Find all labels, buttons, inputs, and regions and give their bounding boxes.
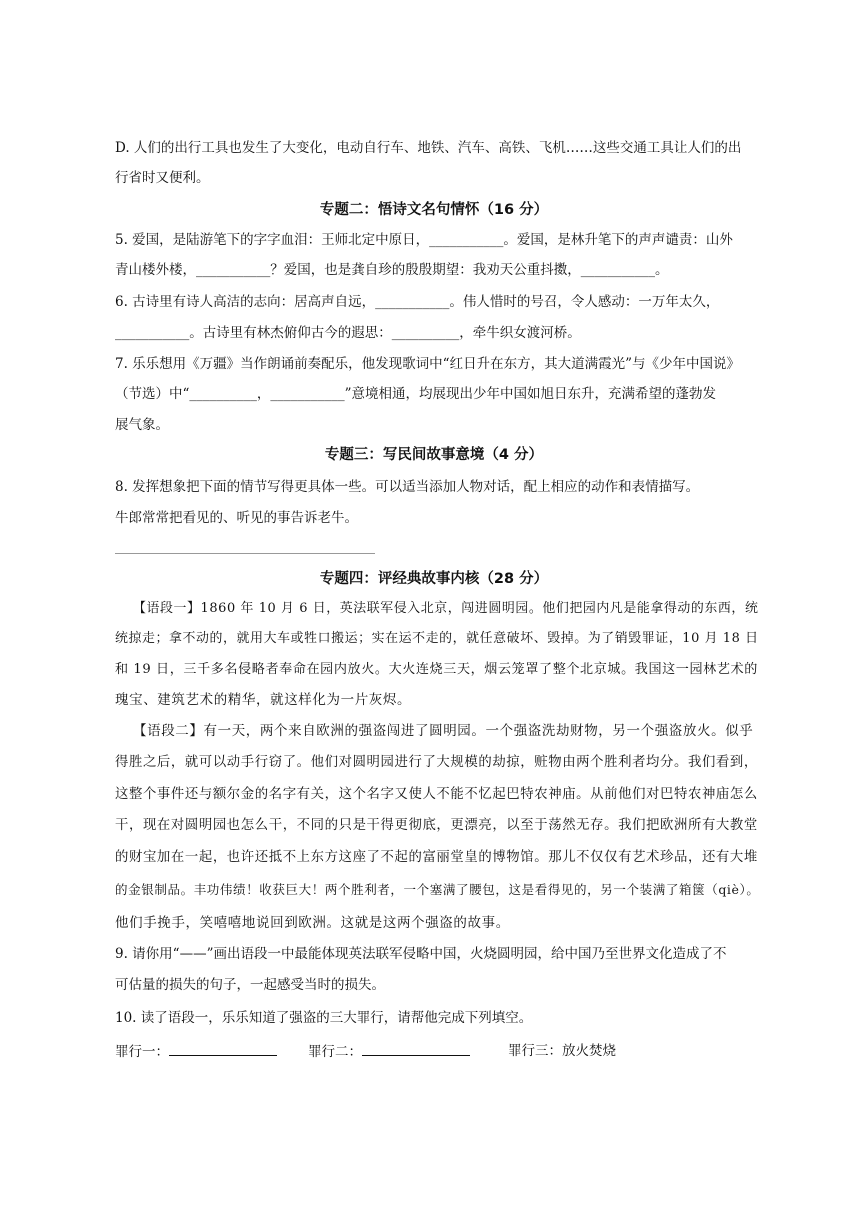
passage-1-line-3: 和 19 日，三千多名侵略者奉命在园内放火。大火连烧三天，烟云笼罩了整个北京城。我国这一园林艺术的 <box>115 662 758 677</box>
crime-1-label: 罪行一： <box>115 1044 169 1060</box>
section-3-heading: 专题三：写民间故事意境（4 分） <box>324 447 544 463</box>
answer-divider <box>115 553 375 554</box>
question-10: 10. 读了语段一，乐乐知道了强盗的三大罪行，请帮他完成下列填空。 <box>115 1010 533 1026</box>
passage-2-line-7: 他们手挽手，笑嘻嘻地说回到欧洲。这就是这两个强盗的故事。 <box>115 915 510 931</box>
crime-2-label: 罪行二： <box>308 1044 362 1060</box>
passage-1-line-4: 瑰宝、建筑艺术的精华，就这样化为一片灰烬。 <box>115 692 412 708</box>
crime-1 <box>115 1041 277 1062</box>
question-8-line-2: 牛郎常常把看见的、听见的事告诉老牛。 <box>115 510 358 526</box>
option-d-line-1: D. 人们的出行工具也发生了大变化，电动自行车、地铁、汽车、高铁、飞机……这些交通工具让人们的出 <box>115 140 742 156</box>
passage-2-line-2: 得胜之后，就可以动手行窃了。他们对圆明园进行了大规模的劫掠，赃物由两个胜利者均分。我们看到， <box>115 755 758 770</box>
passage-2-line-4: 干，现在对圆明园也怎么干，不同的只是干得更彻底，更漂亮，以至于荡然无存。我们把欧洲所有大教堂 <box>115 818 758 833</box>
question-5-line-1: 5. 爱国，是陆游笔下的字字血泪：王师北定中原日，___________。爱国，是林升笔下的声声谴责：山外 <box>115 232 733 248</box>
option-d-line-2: 行省时又便利。 <box>115 170 210 186</box>
crime-2-blank[interactable] <box>362 1041 470 1056</box>
question-5-line-2: 青山楼外楼，___________？爱国，也是龚自珍的殷殷期望：我劝天公重抖擞，___________。 <box>115 262 669 278</box>
passage-2-line-3: 这整个事件还与额尔金的名字有关，这个名字又使人不能不忆起巴特农神庙。从前他们对巴特农神庙怎么 <box>115 787 758 802</box>
question-8-line-1: 8. 发挥想象把下面的情节写得更具体一些。可以适当添加人物对话，配上相应的动作和表情描写。 <box>115 479 700 495</box>
passage-2-line-6: 的金银制品。丰功伟绩！收获巨大！两个胜利者，一个塞满了腰包，这是看得见的，另一个装满了箱箧（qiè）。 <box>115 882 760 897</box>
question-9-line-2: 可估量的损失的句子，一起感受当时的损失。 <box>115 977 385 993</box>
section-4-heading: 专题四：评经典故事内核（28 分） <box>319 571 549 587</box>
question-7-line-1: 7. 乐乐想用《万疆》当作朗诵前奏配乐，他发现歌词中“红日升在东方，其大道满霞光”与《少年中国说》 <box>115 356 740 372</box>
question-6-line-1: 6. 古诗里有诗人高洁的志向：居高声自远，___________。伟人惜时的号召，令人感动：一万年太久， <box>115 294 720 310</box>
passage-2-line-5: 的财宝加在一起，也许还抵不上东方这座了不起的富丽堂皇的博物馆。那儿不仅仅有艺术珍品，还有大堆 <box>115 850 758 865</box>
question-7-line-3: 展气象。 <box>115 417 169 433</box>
crime-1-blank[interactable] <box>169 1041 277 1056</box>
question-9-line-1: 9. 请你用“——”画出语段一中最能体现英法联军侵略中国，火烧圆明园，给中国乃至世界文化造成了不 <box>115 946 727 962</box>
passage-1-line-2: 统掠走；拿不动的，就用大车或牲口搬运；实在运不走的，就任意破坏、毁掉。为了销毁罪证，10 月 18 日 <box>115 631 759 646</box>
crime-3: 罪行三：放火焚烧 <box>508 1043 616 1059</box>
passage-2-line-1: 【语段二】有一天，两个来自欧洲的强盗闯进了圆明园。一个强盗洗劫财物，另一个强盗放火。似乎 <box>133 723 754 739</box>
section-2-heading: 专题二：悟诗文名句情怀（16 分） <box>319 202 549 218</box>
question-6-line-2: ___________。古诗里有林杰俯仰古今的遐思：__________，牵牛织女渡河桥。 <box>115 325 581 341</box>
question-7-line-2: （节选）中“__________，___________”意境相通，均展现出少年中国如旭日东升，充满希望的蓬勃发 <box>115 386 717 402</box>
crime-2 <box>308 1041 470 1062</box>
passage-1-line-1: 【语段一】1860 年 10 月 6 日，英法联军侵入北京，闯进圆明园。他们把园内凡是能拿得动的东西，统 <box>133 601 759 616</box>
